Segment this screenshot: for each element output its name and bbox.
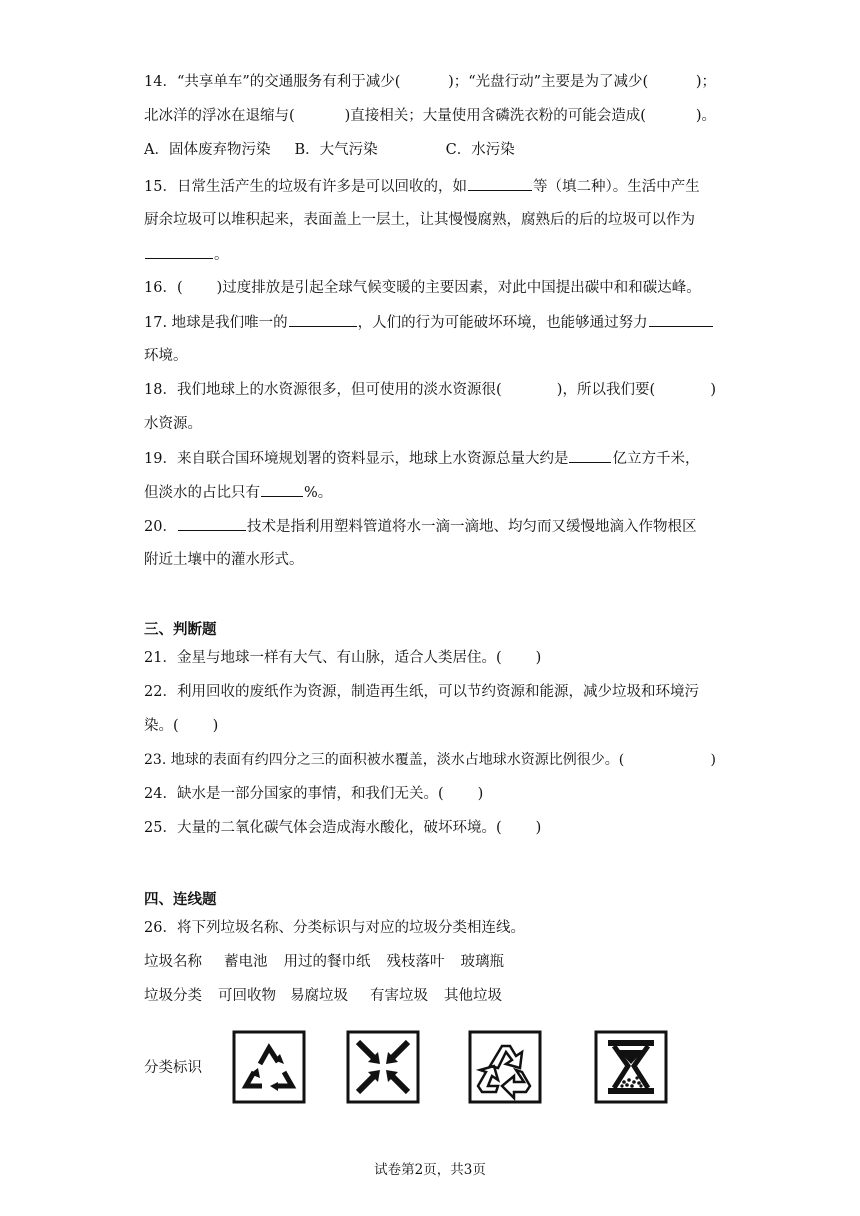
q20-text-c: 附近土壤中的灌水形式。 [144,552,304,568]
q18-text-a: 18．我们地球上的水资源很多，但可使用的淡水资源很( [144,382,502,398]
q20-text-a: 20． [144,519,177,535]
question-19-line-1 [144,448,699,469]
garbage-name-item[interactable]: 蓄电池 [224,954,268,970]
q17-text-c: 环境。 [144,348,188,364]
classification-icons-label: 分类标识 [144,1060,202,1076]
garbage-category-item[interactable]: 易腐垃圾 [290,988,348,1004]
answer-blank[interactable] [261,482,303,497]
question-14-line-1 [144,72,716,92]
garbage-name-item[interactable]: 玻璃瓶 [460,954,504,970]
q16-text-b: )过度排放是引起全球气候变暖的主要因素，对此中国提出碳中和和碳达峰。 [216,280,701,296]
garbage-category-item[interactable]: 可回收物 [218,988,276,1004]
question-15-line-1 [144,176,700,197]
section-4-heading: 四、连线题 [144,891,217,908]
q19-text-b: 亿立方千米， [612,451,700,467]
converging-arrows-icon[interactable] [346,1030,420,1104]
question-15-line-3 [144,244,229,265]
q16-text-a: 16．( [144,280,183,296]
q19-text-c: 但淡水的占比只有 [144,485,260,501]
question-20-line-1 [144,516,696,537]
q17-text-b: ，人们的行为可能破坏环境，也能够通过努力 [357,315,648,331]
question-14-options [144,140,515,160]
q21-end: ) [535,650,542,666]
q14-text-a: 14．“共享单车”的交通服务有利于减少( [144,74,401,90]
garbage-name-item[interactable]: 用过的餐巾纸 [283,954,371,970]
question-20-line-2 [144,550,304,570]
q22-text: 22．利用回收的废纸作为资源，制造再生纸，可以节约资源和能源，减少垃圾和环境污 [144,684,699,700]
q20-text-b: 技术是指利用塑料管道将水一滴一滴地、均匀而又缓慢地滴入作物根区 [246,519,697,535]
q18-text-c: ) [710,382,716,398]
answer-blank[interactable] [289,312,357,327]
q19-text-d: %。 [304,485,333,501]
q23-text: 23. 地球的表面有约四分之三的面积被水覆盖，淡水占地球水资源比例很少。( [144,752,625,768]
question-18-line-1 [144,380,716,400]
q14-text-c: )； [695,74,716,90]
q22-end: ) [212,718,219,734]
question-19-line-2 [144,482,332,503]
option-b: B．大气污染 [294,142,378,158]
garbage-names-row [144,952,504,972]
hourglass-icon[interactable] [594,1030,668,1104]
answer-blank[interactable] [569,448,611,463]
q14-text-e: )直接相关；大量使用含磷洗衣粉的可能会造成( [344,108,646,124]
q14-text-f: )。 [695,108,716,124]
question-23 [144,750,716,770]
q22-text-2: 染。( [144,718,179,734]
q25-text: 25．大量的二氧化碳气体会造成海水酸化，破坏环境。( [144,820,502,836]
garbage-categories-label: 垃圾分类 [144,988,202,1004]
q15-text-b: 等（填二种）。生活中产生 [532,179,700,195]
q14-text-d: 北冰洋的浮冰在退缩与( [144,108,295,124]
q15-text-d: 。 [214,247,229,263]
question-16 [144,278,701,298]
section-3-heading: 三、判断题 [144,621,217,638]
answer-blank[interactable] [649,312,713,327]
q17-text-a: 17. 地球是我们唯一的 [144,315,288,331]
question-17-line-2 [144,346,188,366]
q24-end: ) [477,786,484,802]
option-a: A．固体废弃物污染 [144,142,271,158]
q18-text-b: )，所以我们要( [556,382,656,398]
q25-end: ) [535,820,542,836]
garbage-name-item[interactable]: 残枝落叶 [386,954,445,970]
question-18-line-2 [144,414,202,434]
question-24 [144,784,483,804]
question-25 [144,818,541,838]
recycle-triangle-icon[interactable] [468,1030,542,1104]
classification-icons-row [232,1030,732,1108]
q14-text-b: )；“光盘行动”主要是为了减少( [448,74,649,90]
answer-blank[interactable] [468,176,532,191]
option-c: C．水污染 [445,142,515,158]
q15-text-c: 厨余垃圾可以堆积起来，表面盖上一层土，让其慢慢腐熟，腐熟后的后的垃圾可以作为 [144,212,695,228]
question-22-line-2 [144,716,218,736]
answer-blank[interactable] [145,244,213,259]
q15-text-a: 15．日常生活产生的垃圾有许多是可以回收的，如 [144,179,467,195]
garbage-category-item[interactable]: 有害垃圾 [370,988,428,1004]
question-21 [144,648,541,668]
page-footer: 试卷第2页，共3页 [374,1162,486,1178]
question-17-line-1 [144,312,714,333]
question-14-line-2 [144,106,716,126]
q19-text-a: 19．来自联合国环境规划署的资料显示，地球上水资源总量大约是 [144,451,569,467]
q24-text: 24．缺水是一部分国家的事情，和我们无关。( [144,786,444,802]
answer-blank[interactable] [178,516,246,531]
q23-end: ) [710,752,716,768]
question-22-line-1 [144,682,699,702]
q21-text: 21．金星与地球一样有大气、有山脉，适合人类居住。( [144,650,502,666]
question-15-line-2 [144,210,695,230]
garbage-category-item[interactable]: 其他垃圾 [444,988,502,1004]
recycle-triangle-icon[interactable] [232,1030,306,1104]
question-26: 26．将下列垃圾名称、分类标识与对应的垃圾分类相连线。 [144,920,525,936]
garbage-names-label: 垃圾名称 [144,954,202,970]
q18-text-d: 水资源。 [144,416,202,432]
garbage-categories-row [144,986,502,1006]
